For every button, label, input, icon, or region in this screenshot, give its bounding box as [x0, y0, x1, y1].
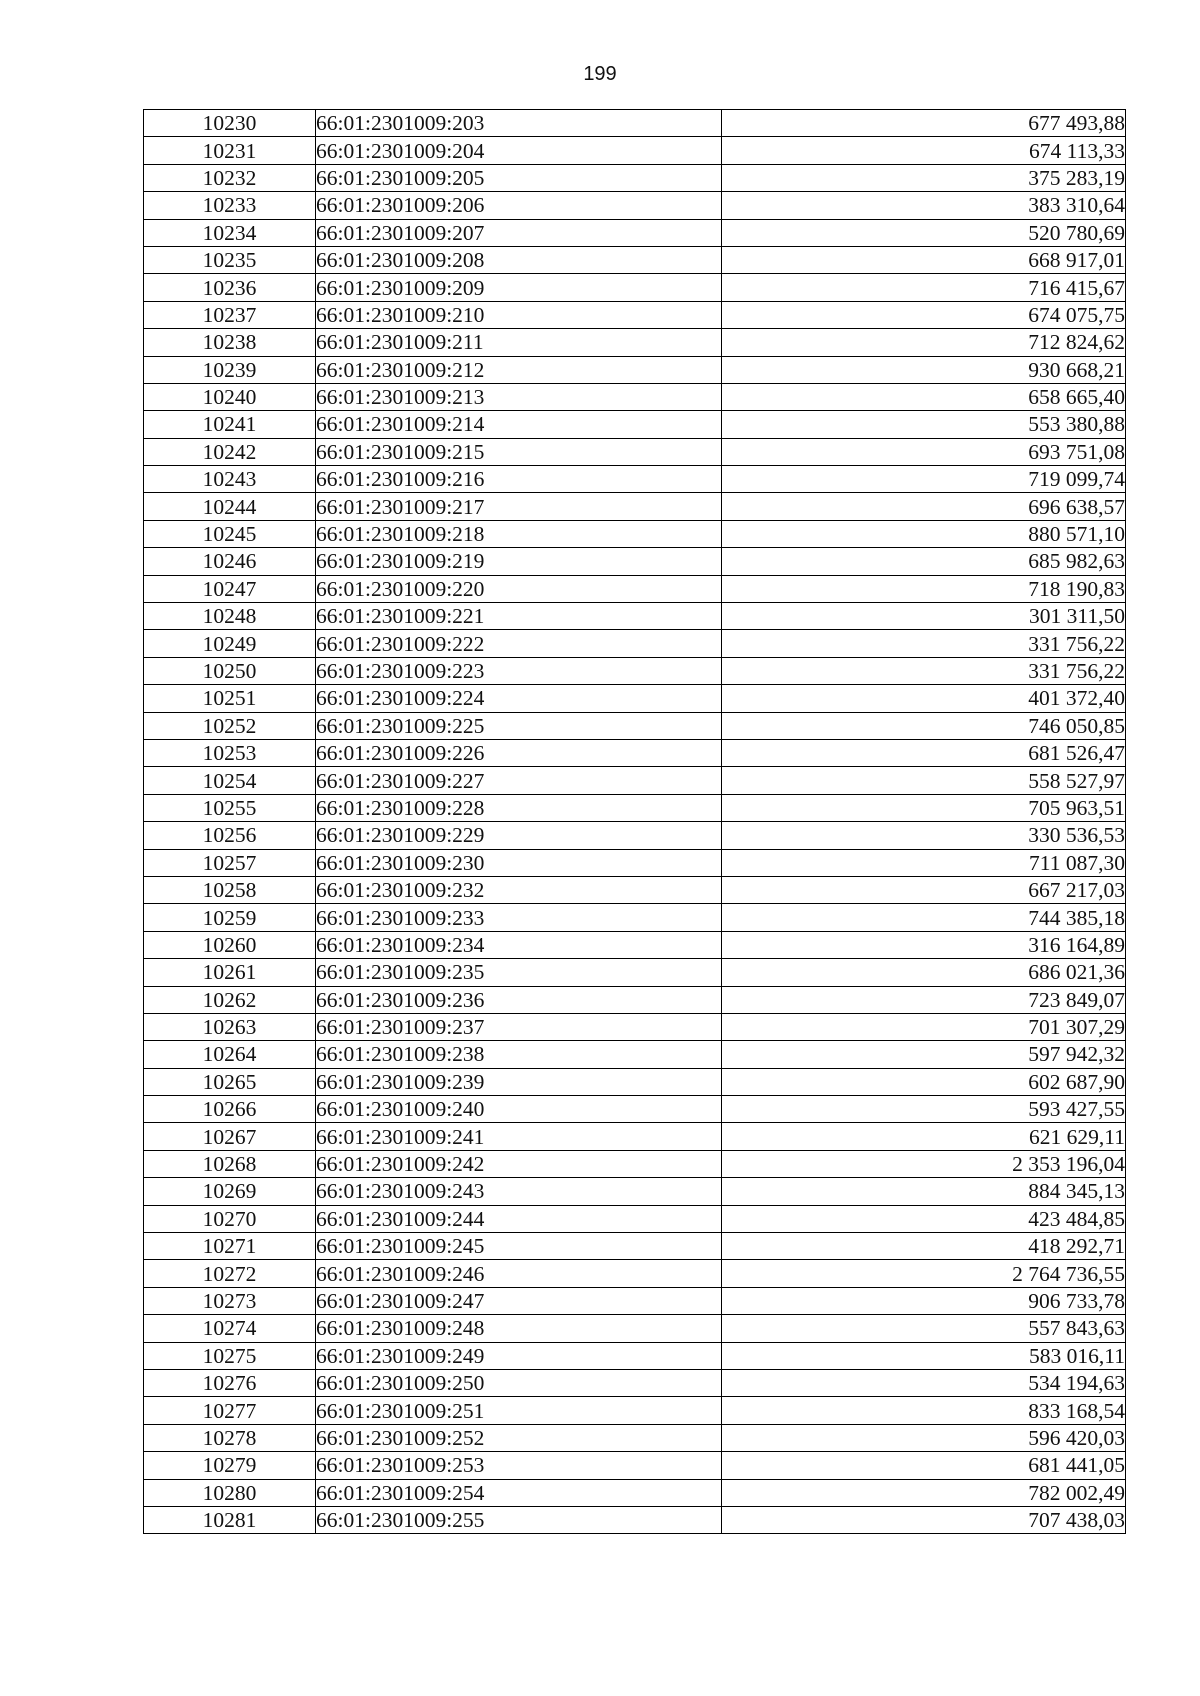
table-body [144, 110, 1126, 1534]
cadastral-number-cell: 66:01:2301009:234 [316, 931, 722, 958]
table-row [144, 1123, 1126, 1150]
cadastral-value-cell: 667 217,03 [722, 876, 1126, 903]
cadastral-value-cell: 2 353 196,04 [722, 1150, 1126, 1177]
table-row [144, 1260, 1126, 1287]
row-number-cell: 10280 [144, 1479, 316, 1506]
cadastral-value-cell: 331 756,22 [722, 630, 1126, 657]
table-row [144, 876, 1126, 903]
table-row [144, 685, 1126, 712]
cadastral-number-cell: 66:01:2301009:254 [316, 1479, 722, 1506]
cadastral-value-cell: 681 441,05 [722, 1452, 1126, 1479]
cadastral-value-cell: 884 345,13 [722, 1178, 1126, 1205]
table-row [144, 575, 1126, 602]
cadastral-number-cell: 66:01:2301009:222 [316, 630, 722, 657]
cadastral-number-cell: 66:01:2301009:235 [316, 959, 722, 986]
row-number-cell: 10244 [144, 493, 316, 520]
cadastral-number-cell: 66:01:2301009:215 [316, 438, 722, 465]
table-row [144, 1150, 1126, 1177]
row-number-cell: 10271 [144, 1233, 316, 1260]
row-number-cell: 10232 [144, 164, 316, 191]
cadastral-value-cell: 593 427,55 [722, 1096, 1126, 1123]
row-number-cell: 10249 [144, 630, 316, 657]
table-row [144, 1479, 1126, 1506]
row-number-cell: 10240 [144, 383, 316, 410]
cadastral-value-cell: 711 087,30 [722, 849, 1126, 876]
row-number-cell: 10253 [144, 739, 316, 766]
row-number-cell: 10231 [144, 137, 316, 164]
cadastral-value-cell: 316 164,89 [722, 931, 1126, 958]
cadastral-number-cell: 66:01:2301009:211 [316, 329, 722, 356]
table-row [144, 246, 1126, 273]
cadastral-value-cell: 375 283,19 [722, 164, 1126, 191]
cadastral-value-cell: 583 016,11 [722, 1342, 1126, 1369]
row-number-cell: 10270 [144, 1205, 316, 1232]
table-row [144, 548, 1126, 575]
row-number-cell: 10237 [144, 301, 316, 328]
row-number-cell: 10247 [144, 575, 316, 602]
table-row [144, 219, 1126, 246]
table-row [144, 1068, 1126, 1095]
cadastral-number-cell: 66:01:2301009:251 [316, 1397, 722, 1424]
row-number-cell: 10230 [144, 110, 316, 137]
cadastral-value-table [143, 109, 1126, 1534]
cadastral-number-cell: 66:01:2301009:236 [316, 986, 722, 1013]
cadastral-number-cell: 66:01:2301009:221 [316, 603, 722, 630]
cadastral-value-cell: 686 021,36 [722, 959, 1126, 986]
table-row [144, 822, 1126, 849]
cadastral-value-cell: 716 415,67 [722, 274, 1126, 301]
row-number-cell: 10236 [144, 274, 316, 301]
cadastral-value-cell: 534 194,63 [722, 1369, 1126, 1396]
table-row [144, 794, 1126, 821]
cadastral-value-cell: 696 638,57 [722, 493, 1126, 520]
table-row [144, 274, 1126, 301]
cadastral-number-cell: 66:01:2301009:238 [316, 1041, 722, 1068]
table-row [144, 712, 1126, 739]
row-number-cell: 10278 [144, 1424, 316, 1451]
cadastral-number-cell: 66:01:2301009:203 [316, 110, 722, 137]
cadastral-value-cell: 707 438,03 [722, 1506, 1126, 1533]
row-number-cell: 10260 [144, 931, 316, 958]
table-row [144, 1424, 1126, 1451]
row-number-cell: 10276 [144, 1369, 316, 1396]
cadastral-value-cell: 520 780,69 [722, 219, 1126, 246]
row-number-cell: 10252 [144, 712, 316, 739]
cadastral-value-cell: 597 942,32 [722, 1041, 1126, 1068]
row-number-cell: 10242 [144, 438, 316, 465]
table-row [144, 1287, 1126, 1314]
cadastral-number-cell: 66:01:2301009:204 [316, 137, 722, 164]
cadastral-value-cell: 668 917,01 [722, 246, 1126, 273]
row-number-cell: 10264 [144, 1041, 316, 1068]
cadastral-number-cell: 66:01:2301009:240 [316, 1096, 722, 1123]
cadastral-number-cell: 66:01:2301009:255 [316, 1506, 722, 1533]
row-number-cell: 10239 [144, 356, 316, 383]
cadastral-number-cell: 66:01:2301009:210 [316, 301, 722, 328]
cadastral-value-cell: 930 668,21 [722, 356, 1126, 383]
table-row [144, 356, 1126, 383]
cadastral-value-cell: 677 493,88 [722, 110, 1126, 137]
cadastral-number-cell: 66:01:2301009:219 [316, 548, 722, 575]
cadastral-number-cell: 66:01:2301009:246 [316, 1260, 722, 1287]
cadastral-value-cell: 719 099,74 [722, 466, 1126, 493]
table-row [144, 164, 1126, 191]
row-number-cell: 10254 [144, 767, 316, 794]
row-number-cell: 10243 [144, 466, 316, 493]
table-row [144, 466, 1126, 493]
cadastral-number-cell: 66:01:2301009:253 [316, 1452, 722, 1479]
table-row [144, 959, 1126, 986]
cadastral-value-cell: 658 665,40 [722, 383, 1126, 410]
cadastral-number-cell: 66:01:2301009:248 [316, 1315, 722, 1342]
cadastral-number-cell: 66:01:2301009:227 [316, 767, 722, 794]
cadastral-number-cell: 66:01:2301009:217 [316, 493, 722, 520]
row-number-cell: 10246 [144, 548, 316, 575]
cadastral-number-cell: 66:01:2301009:237 [316, 1013, 722, 1040]
cadastral-value-cell: 553 380,88 [722, 411, 1126, 438]
row-number-cell: 10272 [144, 1260, 316, 1287]
table-row [144, 1205, 1126, 1232]
cadastral-number-cell: 66:01:2301009:230 [316, 849, 722, 876]
cadastral-number-cell: 66:01:2301009:250 [316, 1369, 722, 1396]
cadastral-number-cell: 66:01:2301009:220 [316, 575, 722, 602]
row-number-cell: 10256 [144, 822, 316, 849]
table-row [144, 1315, 1126, 1342]
cadastral-number-cell: 66:01:2301009:233 [316, 904, 722, 931]
cadastral-value-cell: 723 849,07 [722, 986, 1126, 1013]
cadastral-value-cell: 782 002,49 [722, 1479, 1126, 1506]
row-number-cell: 10251 [144, 685, 316, 712]
row-number-cell: 10279 [144, 1452, 316, 1479]
row-number-cell: 10261 [144, 959, 316, 986]
table-row [144, 986, 1126, 1013]
cadastral-value-cell: 681 526,47 [722, 739, 1126, 766]
cadastral-value-cell: 621 629,11 [722, 1123, 1126, 1150]
table-row [144, 1041, 1126, 1068]
row-number-cell: 10238 [144, 329, 316, 356]
cadastral-value-cell: 833 168,54 [722, 1397, 1126, 1424]
cadastral-number-cell: 66:01:2301009:225 [316, 712, 722, 739]
table-row [144, 630, 1126, 657]
cadastral-number-cell: 66:01:2301009:223 [316, 657, 722, 684]
table-row [144, 1342, 1126, 1369]
row-number-cell: 10266 [144, 1096, 316, 1123]
table-row [144, 1013, 1126, 1040]
cadastral-number-cell: 66:01:2301009:245 [316, 1233, 722, 1260]
cadastral-number-cell: 66:01:2301009:232 [316, 876, 722, 903]
cadastral-number-cell: 66:01:2301009:239 [316, 1068, 722, 1095]
table-row [144, 1452, 1126, 1479]
cadastral-value-cell: 701 307,29 [722, 1013, 1126, 1040]
row-number-cell: 10267 [144, 1123, 316, 1150]
cadastral-number-cell: 66:01:2301009:207 [316, 219, 722, 246]
table-row [144, 520, 1126, 547]
row-number-cell: 10275 [144, 1342, 316, 1369]
cadastral-number-cell: 66:01:2301009:212 [316, 356, 722, 383]
cadastral-number-cell: 66:01:2301009:205 [316, 164, 722, 191]
cadastral-number-cell: 66:01:2301009:214 [316, 411, 722, 438]
table-row [144, 438, 1126, 465]
cadastral-number-cell: 66:01:2301009:208 [316, 246, 722, 273]
cadastral-value-cell: 906 733,78 [722, 1287, 1126, 1314]
table-row [144, 767, 1126, 794]
table-row [144, 739, 1126, 766]
row-number-cell: 10258 [144, 876, 316, 903]
row-number-cell: 10245 [144, 520, 316, 547]
cadastral-number-cell: 66:01:2301009:243 [316, 1178, 722, 1205]
table-row [144, 411, 1126, 438]
row-number-cell: 10250 [144, 657, 316, 684]
cadastral-value-cell: 712 824,62 [722, 329, 1126, 356]
row-number-cell: 10281 [144, 1506, 316, 1533]
cadastral-value-cell: 744 385,18 [722, 904, 1126, 931]
row-number-cell: 10273 [144, 1287, 316, 1314]
cadastral-value-cell: 693 751,08 [722, 438, 1126, 465]
cadastral-value-cell: 558 527,97 [722, 767, 1126, 794]
cadastral-value-cell: 674 113,33 [722, 137, 1126, 164]
cadastral-number-cell: 66:01:2301009:247 [316, 1287, 722, 1314]
row-number-cell: 10268 [144, 1150, 316, 1177]
row-number-cell: 10255 [144, 794, 316, 821]
cadastral-value-cell: 301 311,50 [722, 603, 1126, 630]
cadastral-number-cell: 66:01:2301009:209 [316, 274, 722, 301]
row-number-cell: 10269 [144, 1178, 316, 1205]
cadastral-value-cell: 705 963,51 [722, 794, 1126, 821]
cadastral-number-cell: 66:01:2301009:224 [316, 685, 722, 712]
table-row [144, 1397, 1126, 1424]
page-number: 199 [583, 63, 617, 85]
cadastral-number-cell: 66:01:2301009:229 [316, 822, 722, 849]
row-number-cell: 10263 [144, 1013, 316, 1040]
cadastral-value-cell: 880 571,10 [722, 520, 1126, 547]
cadastral-value-cell: 596 420,03 [722, 1424, 1126, 1451]
cadastral-value-cell: 401 372,40 [722, 685, 1126, 712]
cadastral-number-cell: 66:01:2301009:218 [316, 520, 722, 547]
cadastral-number-cell: 66:01:2301009:252 [316, 1424, 722, 1451]
table-row [144, 1096, 1126, 1123]
row-number-cell: 10259 [144, 904, 316, 931]
cadastral-number-cell: 66:01:2301009:216 [316, 466, 722, 493]
cadastral-value-cell: 746 050,85 [722, 712, 1126, 739]
cadastral-number-cell: 66:01:2301009:213 [316, 383, 722, 410]
cadastral-value-cell: 331 756,22 [722, 657, 1126, 684]
cadastral-number-cell: 66:01:2301009:226 [316, 739, 722, 766]
table-row [144, 904, 1126, 931]
row-number-cell: 10241 [144, 411, 316, 438]
table-row [144, 1369, 1126, 1396]
cadastral-number-cell: 66:01:2301009:242 [316, 1150, 722, 1177]
cadastral-value-cell: 383 310,64 [722, 192, 1126, 219]
cadastral-value-cell: 602 687,90 [722, 1068, 1126, 1095]
cadastral-number-cell: 66:01:2301009:206 [316, 192, 722, 219]
table-row [144, 493, 1126, 520]
cadastral-value-cell: 418 292,71 [722, 1233, 1126, 1260]
cadastral-value-cell: 674 075,75 [722, 301, 1126, 328]
table-row [144, 137, 1126, 164]
row-number-cell: 10234 [144, 219, 316, 246]
table-row [144, 931, 1126, 958]
cadastral-value-cell: 557 843,63 [722, 1315, 1126, 1342]
cadastral-value-cell: 423 484,85 [722, 1205, 1126, 1232]
row-number-cell: 10265 [144, 1068, 316, 1095]
cadastral-number-cell: 66:01:2301009:244 [316, 1205, 722, 1232]
row-number-cell: 10233 [144, 192, 316, 219]
row-number-cell: 10257 [144, 849, 316, 876]
row-number-cell: 10235 [144, 246, 316, 273]
cadastral-value-cell: 685 982,63 [722, 548, 1126, 575]
table-row [144, 657, 1126, 684]
table-row [144, 301, 1126, 328]
table-row [144, 1506, 1126, 1533]
table-row [144, 383, 1126, 410]
table-row [144, 849, 1126, 876]
table-row [144, 1178, 1126, 1205]
cadastral-number-cell: 66:01:2301009:241 [316, 1123, 722, 1150]
cadastral-number-cell: 66:01:2301009:228 [316, 794, 722, 821]
table-row [144, 192, 1126, 219]
row-number-cell: 10262 [144, 986, 316, 1013]
table-row [144, 1233, 1126, 1260]
table-row [144, 110, 1126, 137]
row-number-cell: 10274 [144, 1315, 316, 1342]
row-number-cell: 10248 [144, 603, 316, 630]
cadastral-number-cell: 66:01:2301009:249 [316, 1342, 722, 1369]
table-row [144, 329, 1126, 356]
cadastral-value-cell: 330 536,53 [722, 822, 1126, 849]
row-number-cell: 10277 [144, 1397, 316, 1424]
table-row [144, 603, 1126, 630]
cadastral-value-cell: 718 190,83 [722, 575, 1126, 602]
cadastral-value-cell: 2 764 736,55 [722, 1260, 1126, 1287]
